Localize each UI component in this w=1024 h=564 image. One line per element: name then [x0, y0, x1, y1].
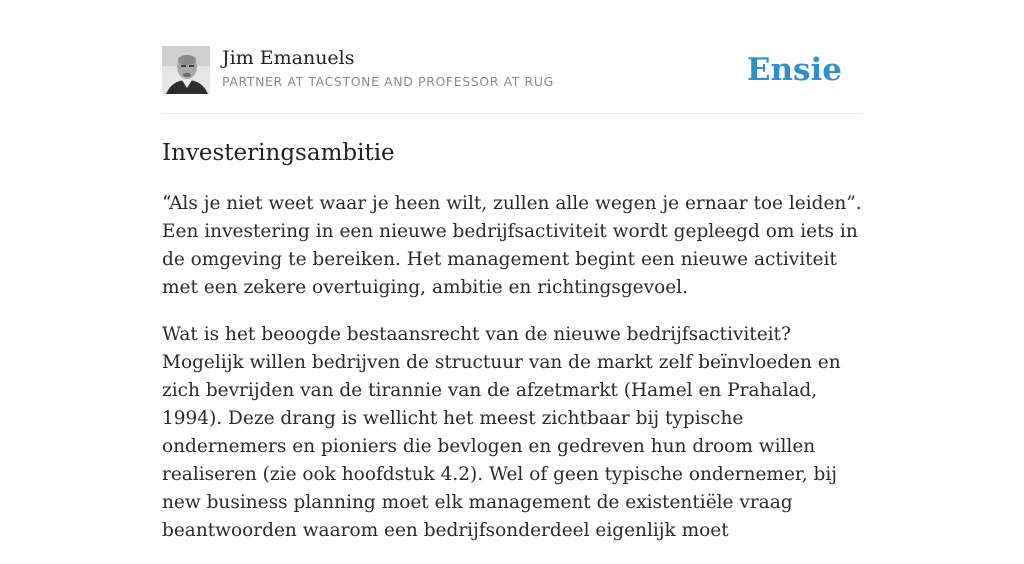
brand-logo[interactable]: Ensie: [746, 52, 842, 88]
article-paragraph: Wat is het beoogde bestaansrecht van de nieuwe bedrijfsactiviteit? Mogelijk willen bedrijven de structuur van de markt zelf beïnvloeden en zich bevrijden van de tirannie van de afzetmarkt (Hamel en Prahalad, 1994). Deze drang is wellicht het meest zichtbaar bij typische ondernemers en pioniers die bevlogen en gedreven hun droom willen realiseren (zie ook hoofdstuk 4.2). Wel of geen typische ondernemer, bij new business planning moet elk management de existentiële vraag beantwoorden waarom een bedrijfsonderdeel eigenlijk moet: [162, 324, 841, 541]
article-paragraph: “Als je niet weet waar je heen wilt, zullen alle wegen je ernaar toe leiden”. Een investering in een nieuwe bedrijfsactiviteit wordt gepleegd om iets in de omgeving te bereiken. Het management begint een nieuwe activiteit met een zekere overtuiging, ambitie en richtingsgevoel.: [162, 193, 862, 298]
author-name[interactable]: Jim Emanuels: [222, 47, 355, 69]
author-role: PARTNER AT TACSTONE AND PROFESSOR AT RUG: [222, 74, 554, 89]
author-header: [162, 46, 862, 96]
header-divider: [162, 113, 862, 114]
author-portrait-icon: [162, 46, 210, 94]
article-title: Investeringsambitie: [162, 140, 395, 166]
avatar[interactable]: [162, 46, 210, 94]
article-body: [162, 190, 866, 564]
